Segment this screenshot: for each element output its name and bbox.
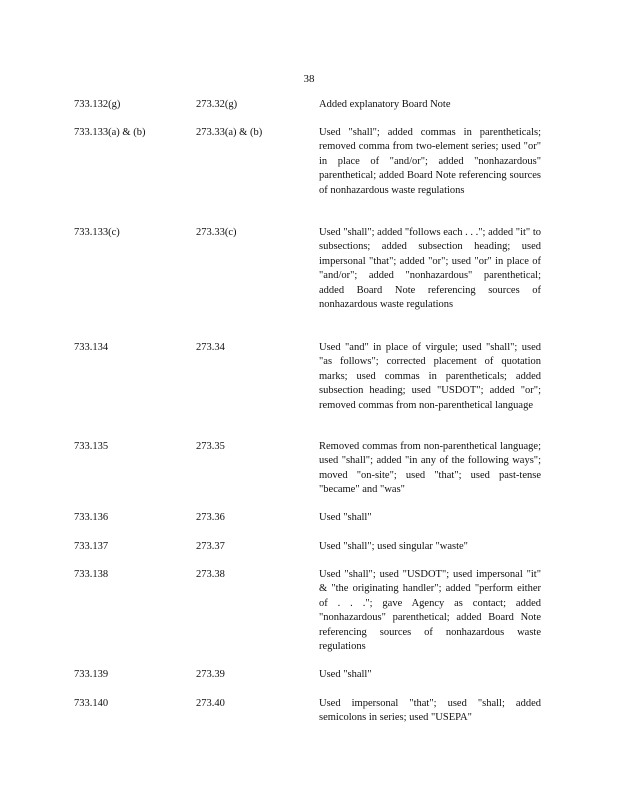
new-section: 273.35 — [196, 441, 225, 452]
change-description: Added explanatory Board Note — [319, 99, 451, 110]
change-description: Used "shall"; used singular "waste" — [319, 541, 468, 552]
old-section: 733.134 — [74, 342, 109, 353]
old-section: 733.135 — [74, 441, 109, 452]
old-section: 733.136 — [74, 512, 109, 523]
change-description: Used "and" in place of virgule; used "shall"; used "as follows"; corrected placement of quotation marks; used commas in parentheticals; added subsection heading; used "USDOT"; added "or"; removed commas from non-parenthetical language — [319, 342, 541, 411]
old-section: 733.139 — [74, 669, 109, 680]
old-section: 733.133(c) — [74, 227, 120, 238]
new-section: 273.39 — [196, 669, 225, 680]
old-section: 733.132(g) — [74, 99, 121, 110]
new-section: 273.38 — [196, 569, 225, 580]
change-description: Used "shall" — [319, 512, 372, 523]
new-section: 273.33(c) — [196, 227, 237, 238]
old-section: 733.138 — [74, 569, 109, 580]
old-section: 733.137 — [74, 541, 109, 552]
new-section: 273.34 — [196, 342, 225, 353]
new-section: 273.40 — [196, 698, 225, 709]
change-description: Used "shall"; added commas in parentheticals; removed comma from two-element series; used "or" in place of "and/or"; added "nonhazardous" parenthetical; added Board Note referencing sources of nonhazardous waste regulations — [319, 127, 541, 196]
old-section: 733.133(a) & (b) — [74, 127, 146, 138]
change-description: Used impersonal "that"; used "shall; added semicolons in series; used "USEPA" — [319, 698, 541, 724]
old-section: 733.140 — [74, 698, 109, 709]
change-description: Used "shall"; added "follows each . . ."; added "it" to subsections; added subsection heading; used impersonal "that"; added "or"; used "or" in place of "and/or"; added "nonhazardous" parenthetical; added Board Note referencing sources of nonhazardous waste regulations — [319, 227, 541, 311]
change-description: Used "shall" — [319, 669, 372, 680]
change-description: Removed commas from non-parenthetical language; used "shall"; added "in any of the following ways"; moved "on-site"; used "that"; used past-tense "became" and "was" — [319, 441, 541, 496]
page-number: 38 — [303, 73, 315, 85]
new-section: 273.33(a) & (b) — [196, 127, 263, 138]
new-section: 273.37 — [196, 541, 225, 552]
new-section: 273.36 — [196, 512, 225, 523]
change-description: Used "shall"; used "USDOT"; used impersonal "it" & "the originating handler"; added "perform either of . . ."; gave Agency as contact; added "nonhazardous" parenthetical; added Board Note referencing sources of nonhazardous waste regulations — [319, 569, 541, 653]
new-section: 273.32(g) — [196, 99, 238, 110]
